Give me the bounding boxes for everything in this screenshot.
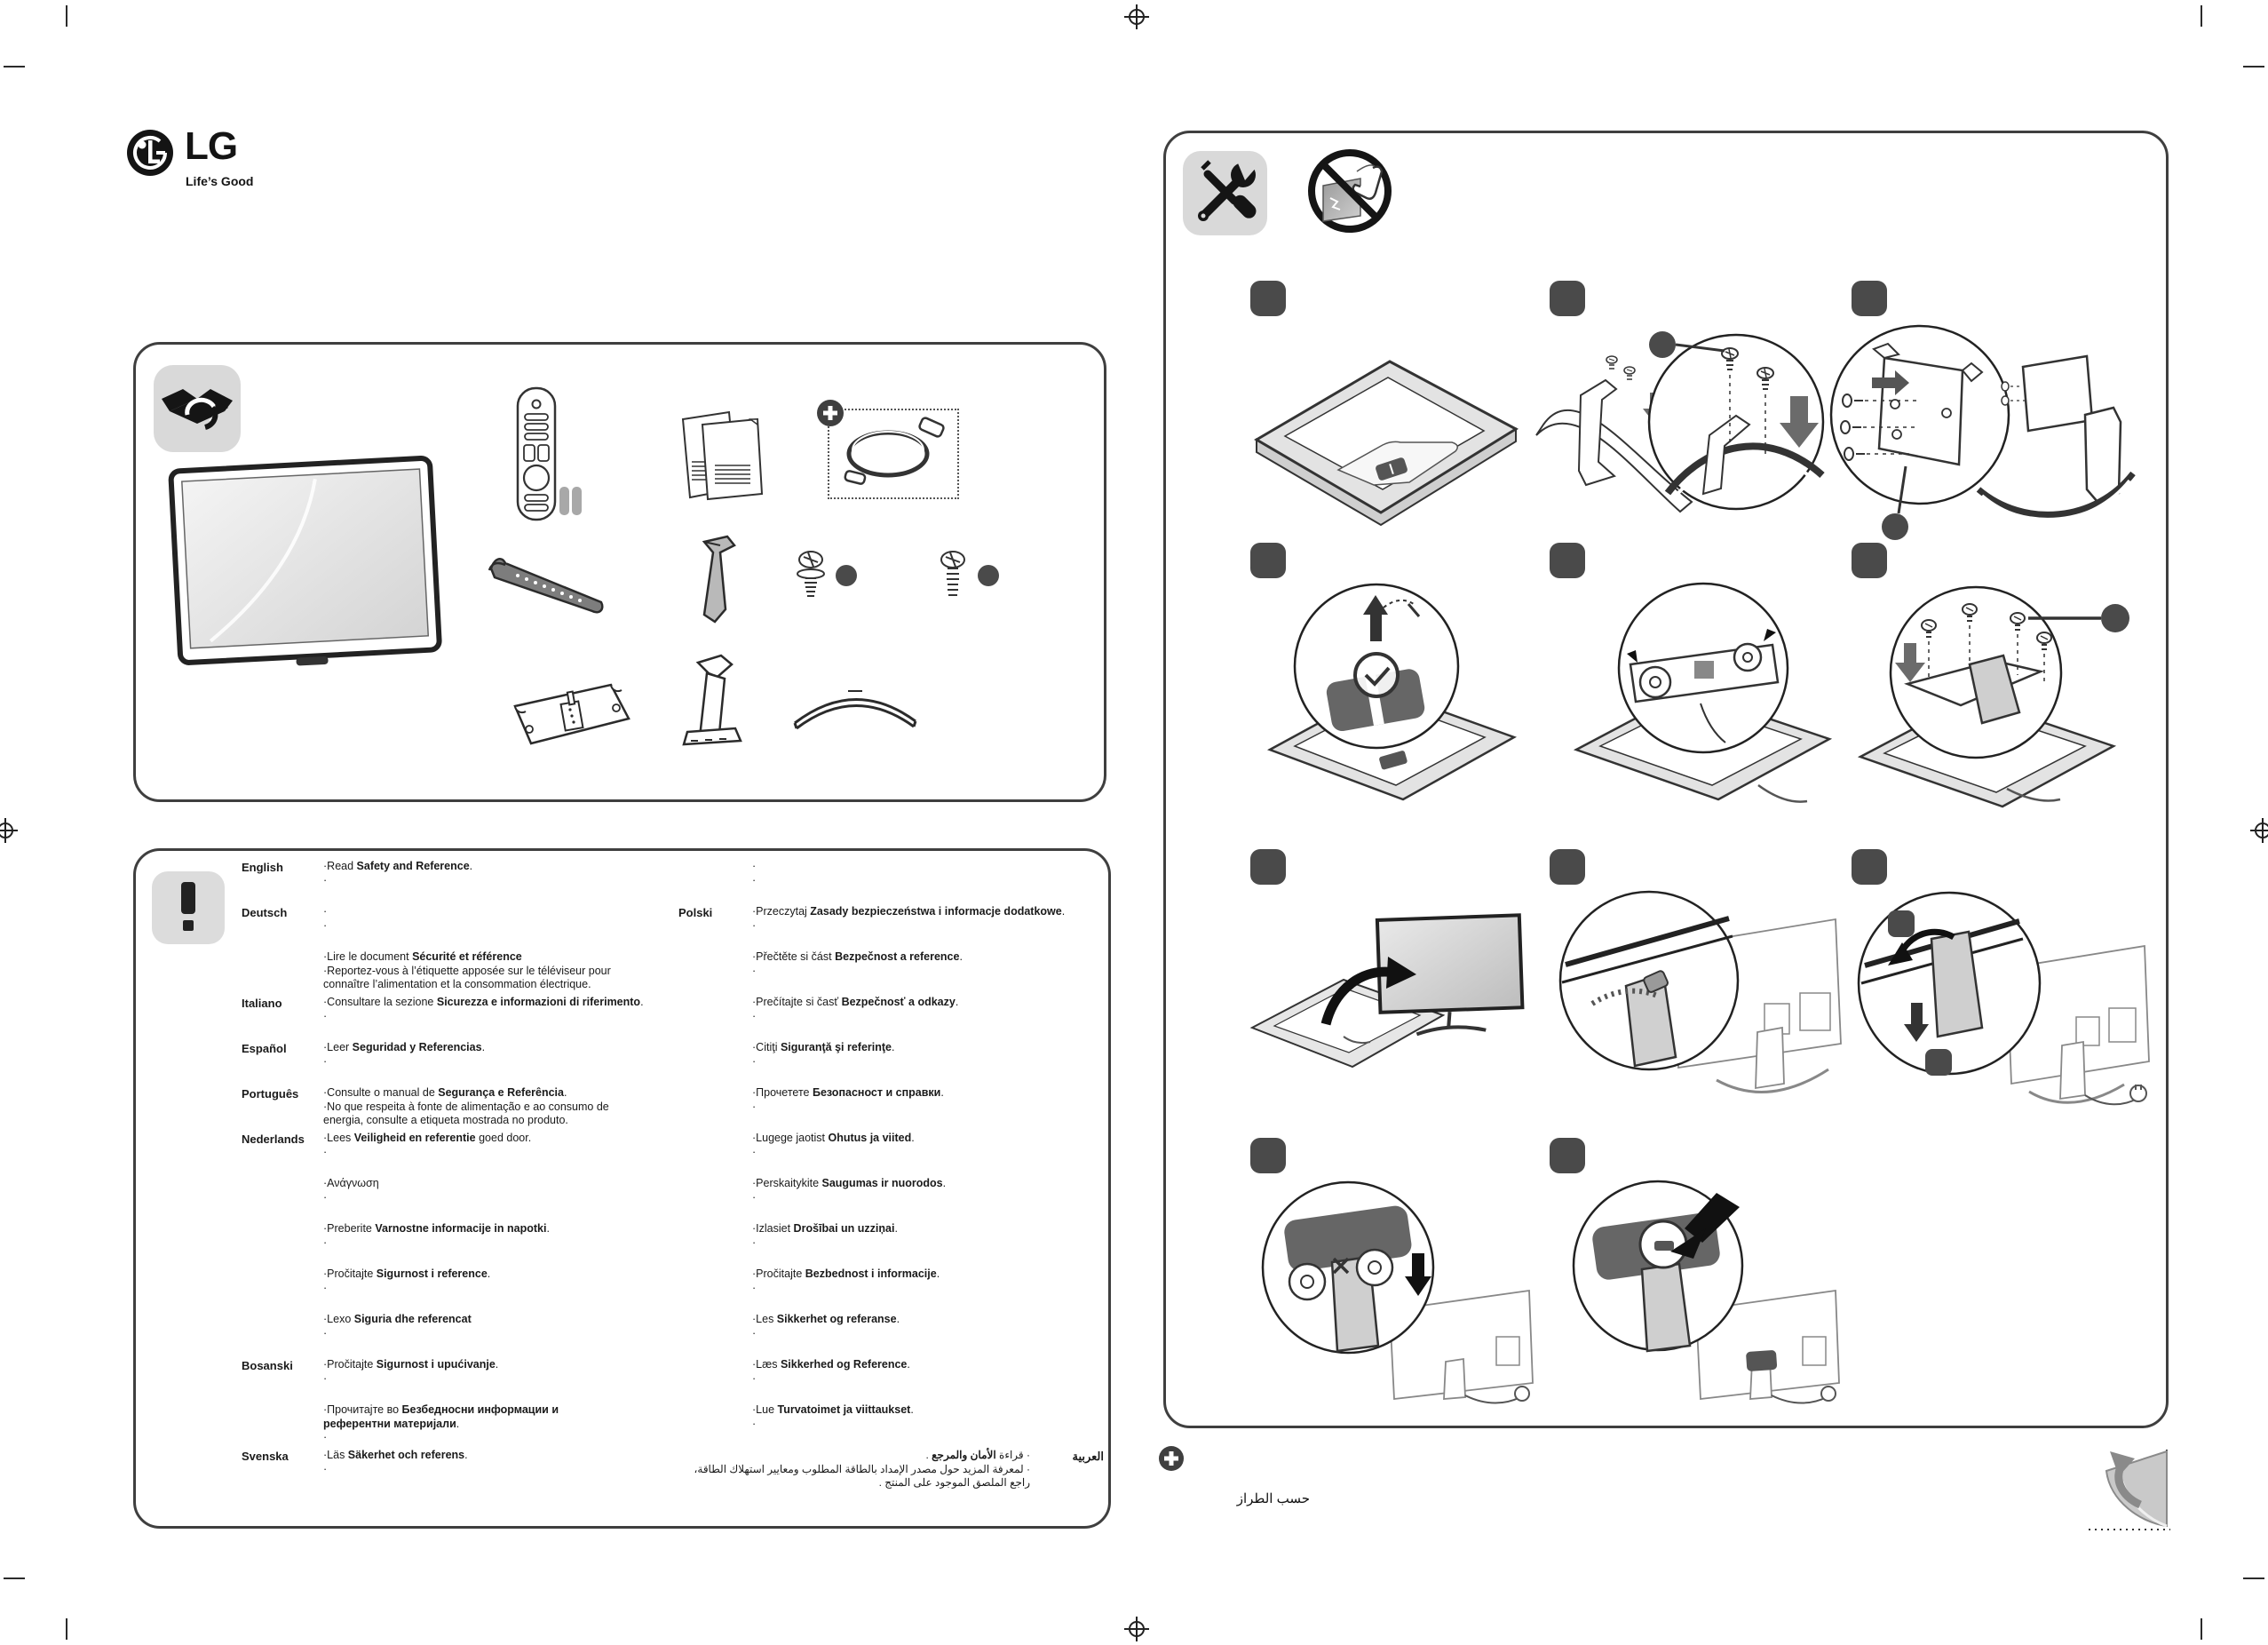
no-press-screen-icon: [1304, 145, 1397, 238]
language-row: [242, 1041, 1104, 1086]
step-7-illustration: [1239, 893, 1541, 1115]
step-11-badge: [1550, 1138, 1585, 1173]
step-2-illustration: [1527, 311, 1838, 546]
tools-icon: [1183, 151, 1267, 235]
wall-bracket-plate-illustration: [504, 678, 638, 753]
language-instructions: ·Prečítajte si časť Bezpečnosť a odkazy. ·: [752, 996, 959, 1022]
step-1-badge: [1250, 281, 1286, 316]
language-row: [242, 1403, 1104, 1449]
manuals-illustration: [676, 407, 769, 506]
power-cable-illustration: [833, 414, 950, 492]
crop-mark: [4, 1577, 25, 1579]
language-label: [678, 1177, 752, 1204]
language-instructions: ·Przeczytaj Zasady bezpieczeństwa i informacje dodatkowe. ·: [752, 905, 1066, 932]
language-instructions: ·Pročitajte Sigurnost i reference. ·: [323, 1268, 491, 1294]
language-row: [242, 1222, 1104, 1268]
language-instructions: ·Citiţi Siguranţă şi referinţe. ·: [752, 1041, 895, 1068]
stand-base-bar-illustration: [482, 547, 611, 616]
language-label: [678, 1222, 752, 1250]
language-label: Bosanski: [242, 1359, 293, 1372]
language-row: [242, 1177, 1104, 1222]
registration-mark: [1124, 1617, 1149, 1641]
language-label: [678, 1086, 752, 1114]
language-instructions: · ·: [323, 905, 328, 932]
language-label: Polski: [678, 906, 713, 919]
remote-control-illustration: [496, 385, 584, 531]
language-row: [242, 860, 1104, 905]
language-row: [242, 1358, 1104, 1403]
language-label: Español: [242, 1042, 287, 1055]
plus-circle-icon: [1157, 1444, 1186, 1473]
language-instructions: ·Прочитајте во Безбедносни информации и референтни материјали. ·: [323, 1403, 559, 1443]
language-label: Deutsch: [242, 906, 288, 919]
screws-with-washer-illustration: [791, 547, 862, 611]
language-label: [678, 950, 752, 978]
step-4-badge: [1250, 543, 1286, 578]
language-instructions: ·Lue Turvatoimet ja viittaukset. ·: [752, 1403, 914, 1430]
step-10-badge: [1250, 1138, 1286, 1173]
step-3-badge: [1852, 281, 1887, 316]
crop-mark: [2243, 66, 2264, 68]
language-instructions: ·Pročitajte Sigurnost i upućivanje. ·: [323, 1358, 499, 1385]
language-instructions: ·Read Safety and Reference. ·: [323, 860, 473, 886]
language-label: [242, 1313, 323, 1314]
language-instructions: ·Preberite Varnostne informacije in napotki. ·: [323, 1222, 550, 1249]
language-label: Italiano: [242, 997, 282, 1010]
brand-tagline: Life’s Good: [186, 174, 254, 188]
language-label: [678, 996, 752, 1023]
language-instructions: ·Lexo Siguria dhe referencat ·: [323, 1313, 472, 1339]
language-instructions: ·Perskaitykite Saugumas ir nuorodos. ·: [752, 1177, 947, 1204]
step-4-illustration: [1243, 576, 1536, 824]
language-label: [678, 1403, 752, 1431]
stand-neck-illustration: [673, 654, 755, 750]
language-instructions: ·Прочетете Безопасност и справки. ·: [752, 1086, 944, 1113]
language-label: [242, 1222, 323, 1223]
crop-mark: [2201, 5, 2202, 27]
crop-mark: [2201, 1618, 2202, 1640]
step-6-badge: [1852, 543, 1887, 578]
language-row: [242, 1086, 1104, 1132]
alert-icon: [152, 871, 225, 944]
language-row: [242, 905, 1104, 950]
language-instructions: ·Læs Sikkerhed og Reference. ·: [752, 1358, 910, 1385]
registration-mark: [1124, 4, 1149, 29]
language-instructions: ·Přečtěte si část Bezpečnost a reference. ·: [752, 950, 963, 977]
step-6-illustration: [1829, 579, 2140, 828]
crop-mark: [4, 66, 25, 68]
brand-wordmark: LG: [185, 124, 238, 168]
language-label: [242, 1403, 323, 1404]
language-row: [242, 1313, 1104, 1358]
machine-screws-illustration: [933, 547, 1004, 611]
language-label: [678, 1358, 752, 1386]
unboxing-icon: [154, 365, 241, 452]
language-label: Português: [242, 1087, 299, 1101]
crop-mark: [66, 1618, 67, 1640]
language-instructions: ·Consulte o manual de Segurança e Referência. ·No que respeita à fonte de alimentação e ao consumo de energia, consulte a etiqueta mostrada no produto.: [323, 1086, 609, 1126]
step-3-illustration: [1820, 315, 2140, 546]
language-row: [242, 1449, 1104, 1494]
language-label: Nederlands: [242, 1132, 305, 1146]
tv-illustration: [167, 451, 442, 682]
language-instructions: ·Lees Veiligheid en referentie goed door. ·: [323, 1132, 532, 1158]
step-10-illustration: [1243, 1177, 1545, 1417]
step-5-badge: [1550, 543, 1585, 578]
page-turn-icon: [2058, 1446, 2176, 1538]
language-label: العربية: [1072, 1450, 1104, 1463]
language-instructions: ·Izlasiet Drošībai un uzziņai. ·: [752, 1222, 898, 1249]
language-label: [678, 1313, 752, 1340]
language-label: [678, 1132, 752, 1159]
language-label: [678, 1041, 752, 1069]
cable-holder-illustration: [784, 672, 926, 734]
language-label: Svenska: [242, 1450, 289, 1463]
lg-logo-mark: [125, 128, 175, 178]
crop-mark: [2243, 1577, 2264, 1579]
step-8-illustration: [1541, 879, 1860, 1119]
language-instructions: ·Pročitajte Bezbednost i informacije. ·: [752, 1268, 940, 1294]
stand-leg-illustration: [679, 533, 749, 629]
language-instructions: ·Consultare la sezione Sicurezza e informazioni di riferimento. ·: [323, 996, 644, 1022]
language-label: [678, 1268, 752, 1295]
language-table-body: [242, 860, 1104, 1494]
language-instructions: ·Lire le document Sécurité et référence ·Reportez-vous à l’étiquette apposée sur le téléviseur pour connaître l’alimentation et la consommation électrique.: [323, 950, 611, 990]
box-contents-panel: [133, 342, 1106, 802]
step-1-illustration: [1239, 324, 1532, 537]
model-dependent-note: حسب الطراز: [1236, 1491, 1310, 1506]
language-instructions: · قراءة الأمان والمرجع . · لمعرفة المزيد حول مصدر الإمداد بالطاقة المطلوب ومعايير استهلاك الطاقة، راجع الملصق الموجود على المنتج .: [694, 1449, 1030, 1489]
language-instructions: ·Les Sikkerhet og referanse. ·: [752, 1313, 900, 1339]
step-7-badge: [1250, 849, 1286, 885]
language-label: [678, 860, 752, 887]
language-instructions: · ·: [752, 860, 757, 886]
step-9-illustration: [1838, 884, 2158, 1141]
step-11-illustration: [1550, 1177, 1852, 1417]
language-row: [242, 1268, 1104, 1313]
language-label: [242, 950, 323, 951]
language-instructions: ·Lugege jaotist Ohutus ja viited. ·: [752, 1132, 915, 1158]
registration-mark: [2250, 818, 2268, 843]
crop-mark: [66, 5, 67, 27]
language-label: [242, 1177, 323, 1178]
power-cable-optional: [815, 398, 962, 505]
language-row: [242, 996, 1104, 1041]
language-instructions: ·Leer Seguridad y Referencias. ·: [323, 1041, 486, 1068]
language-label: English: [242, 861, 283, 874]
language-instructions: ·Läs Säkerhet och referens. ·: [323, 1449, 468, 1475]
language-instructions: ·Ανάγνωση ·: [323, 1177, 379, 1204]
language-row: [242, 1132, 1104, 1177]
step-5-illustration: [1545, 579, 1847, 819]
language-row: [242, 950, 1104, 996]
registration-mark: [0, 818, 18, 843]
